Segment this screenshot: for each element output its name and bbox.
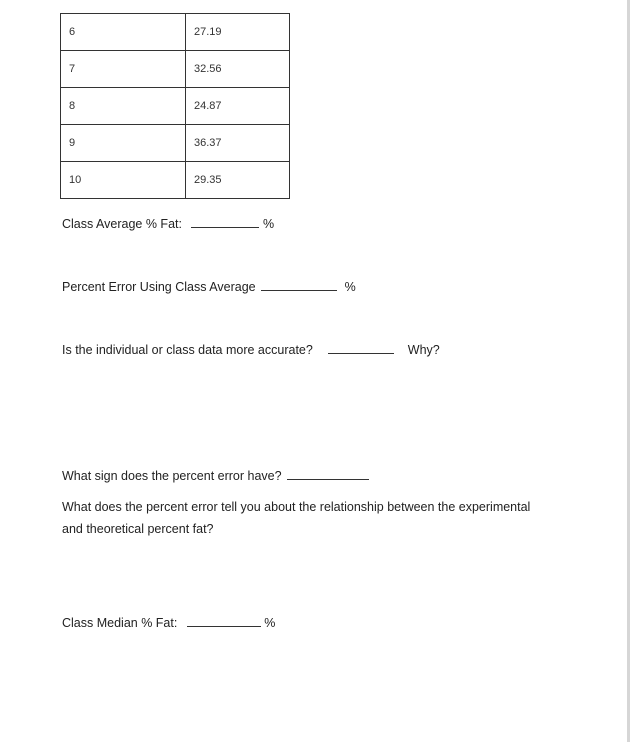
sign-blank[interactable]: [287, 469, 369, 480]
trial-cell: 10: [61, 162, 186, 199]
fat-cell: 24.87: [186, 88, 290, 125]
fat-cell: 27.19: [186, 14, 290, 51]
fat-cell: 32.56: [186, 51, 290, 88]
class-median-label: Class Median % Fat:: [62, 616, 178, 630]
percent-error-label: Percent Error Using Class Average: [62, 280, 256, 294]
fat-cell: 36.37: [186, 125, 290, 162]
table-row: [61, 162, 290, 199]
trial-cell: 7: [61, 51, 186, 88]
class-average-line: [62, 217, 274, 231]
trial-cell: 6: [61, 14, 186, 51]
table-row: [61, 51, 290, 88]
table-row: [61, 88, 290, 125]
relationship-question: What does the percent error tell you about the relationship between the experimental and theoretical percent fat?: [62, 500, 531, 536]
class-median-line: [62, 616, 275, 630]
percent-error-line: [62, 280, 356, 294]
percent-error-unit: %: [344, 280, 356, 294]
fat-data-table: [60, 13, 290, 199]
trial-cell: 9: [61, 125, 186, 162]
class-median-unit: %: [264, 616, 276, 630]
accuracy-why: Why?: [407, 343, 440, 357]
class-average-label: Class Average % Fat:: [62, 217, 182, 231]
class-average-blank[interactable]: [191, 217, 259, 228]
accuracy-question: Is the individual or class data more accurate?: [62, 343, 313, 357]
table-row: [61, 14, 290, 51]
accuracy-blank[interactable]: [328, 343, 394, 354]
sign-question: What sign does the percent error have?: [62, 469, 282, 483]
sign-line: [62, 469, 369, 483]
accuracy-line: [62, 343, 440, 357]
trial-cell: 8: [61, 88, 186, 125]
table-row: [61, 125, 290, 162]
class-average-unit: %: [262, 217, 275, 231]
class-median-blank[interactable]: [187, 616, 261, 627]
fat-cell: 29.35: [186, 162, 290, 199]
percent-error-blank[interactable]: [261, 280, 337, 291]
